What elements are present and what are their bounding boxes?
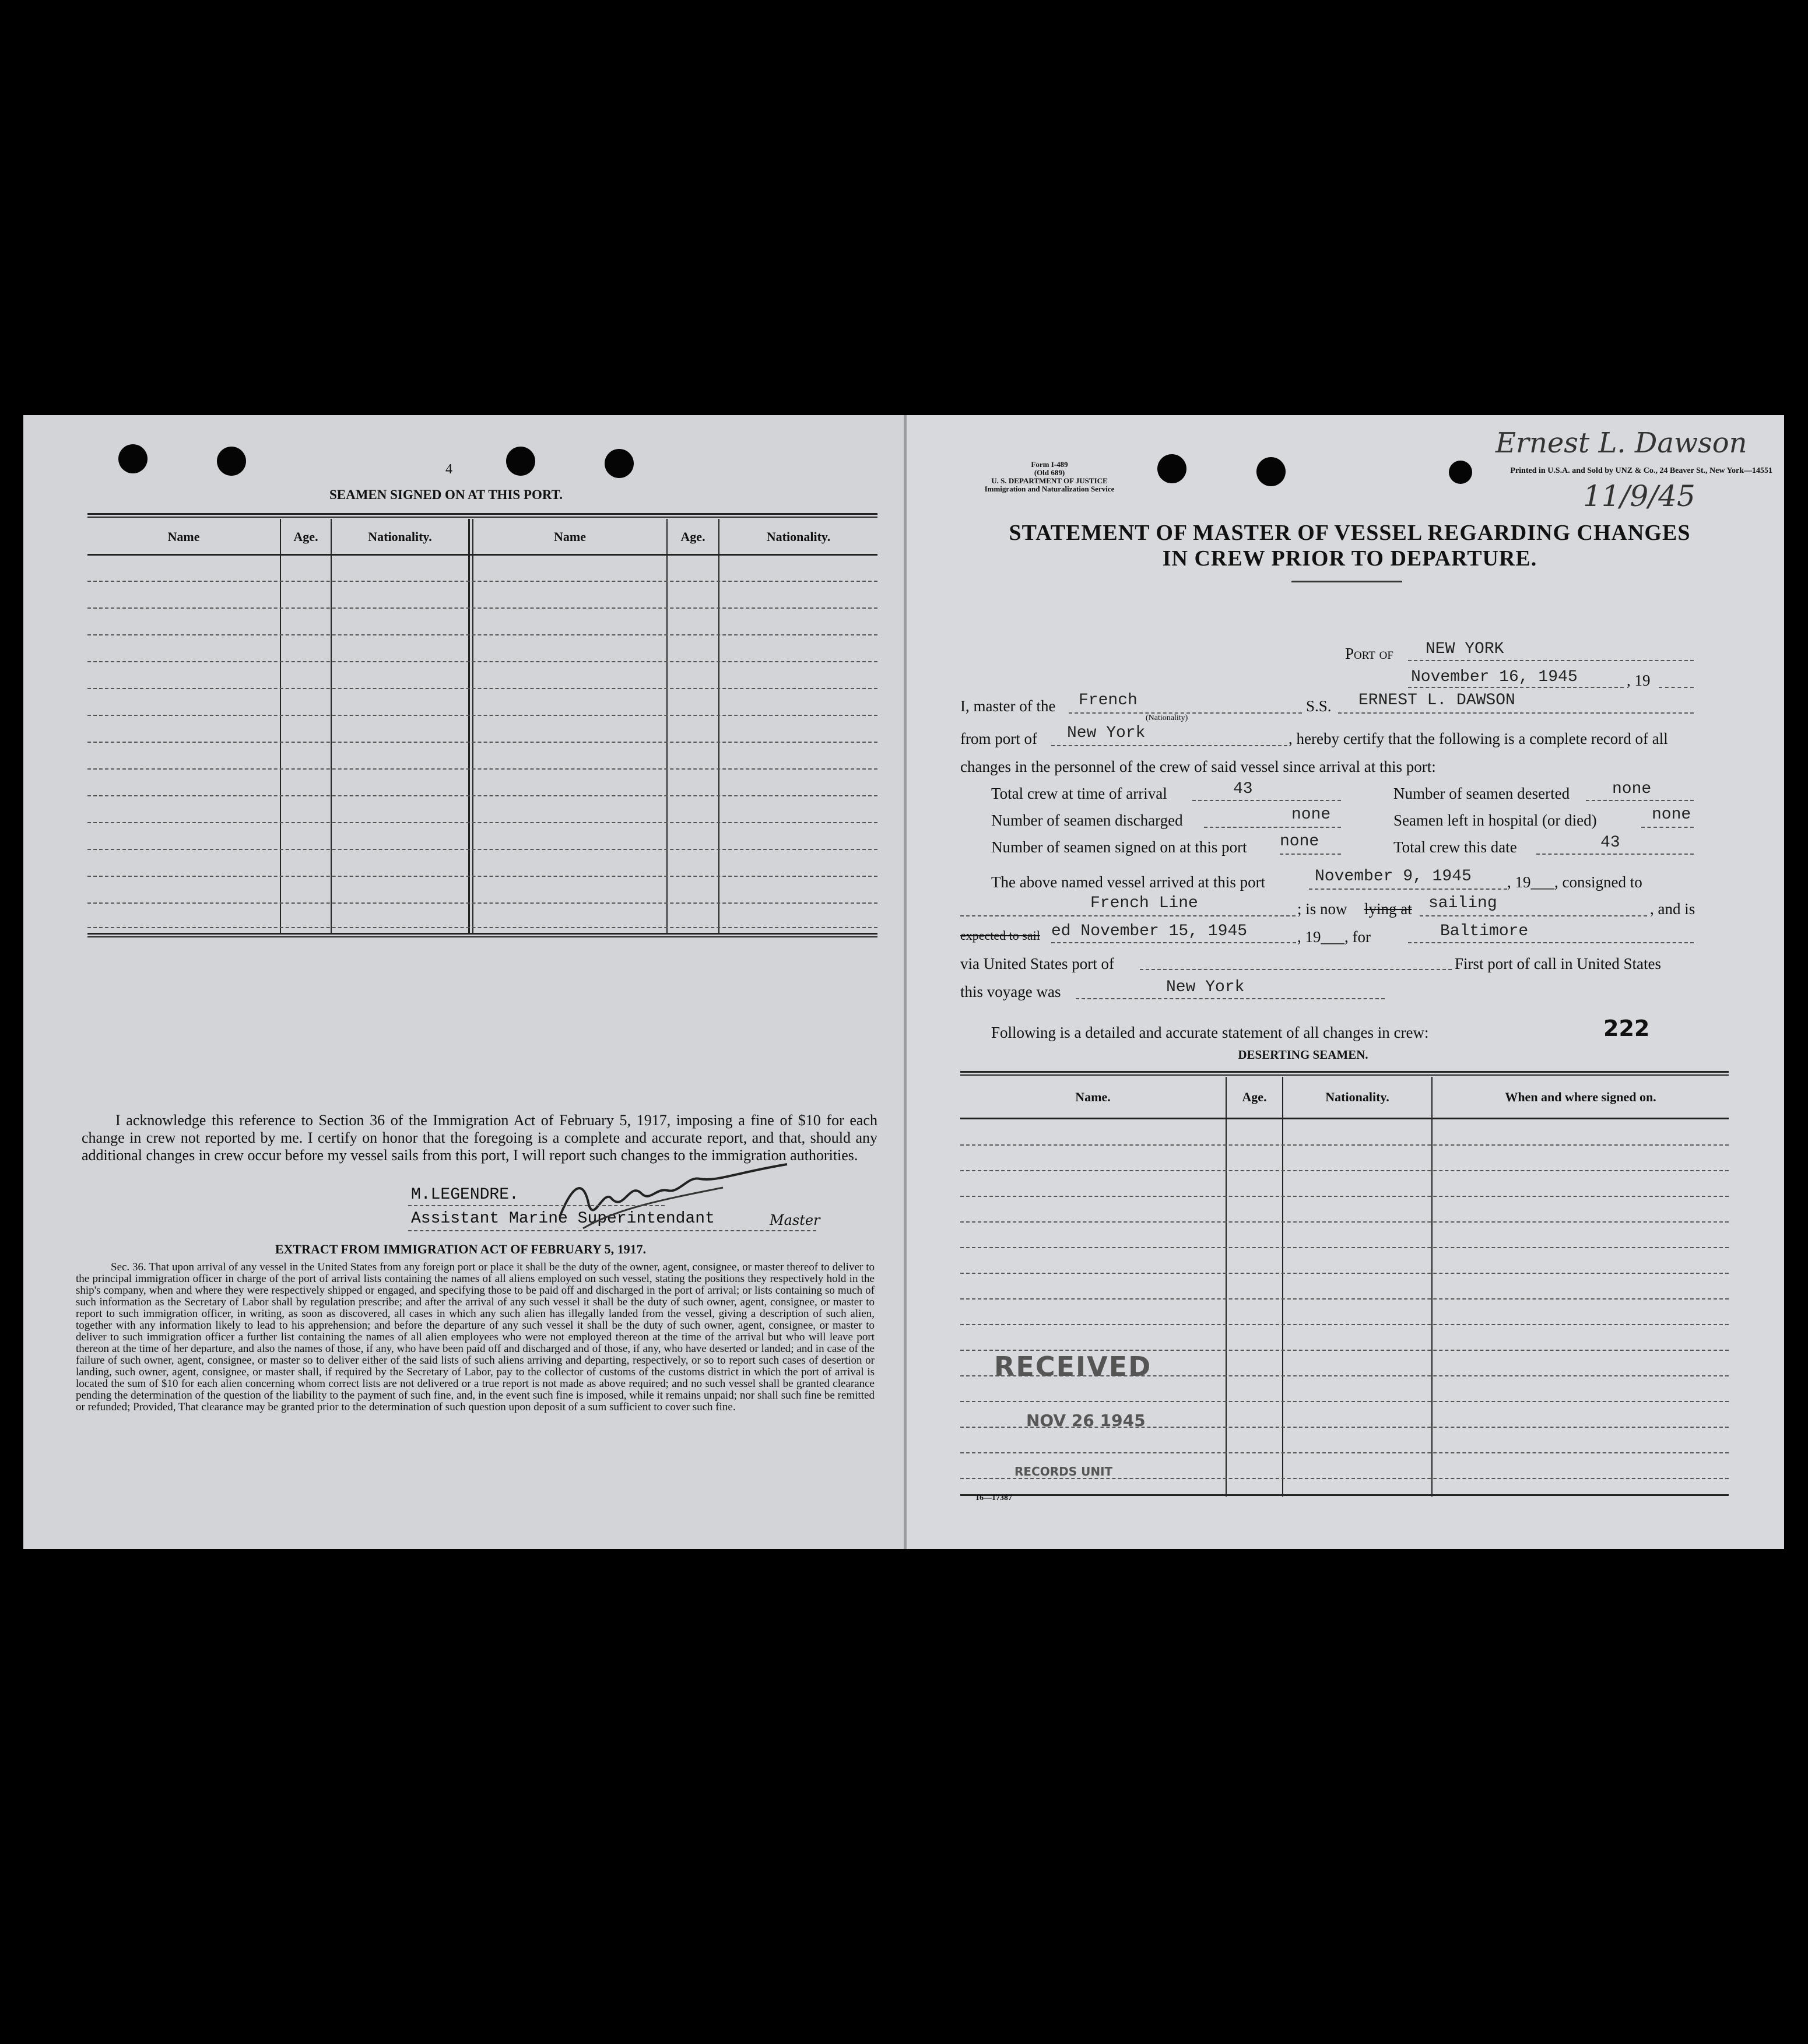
total-crew-arrival-label: Total crew at time of arrival (991, 785, 1167, 802)
destination-value: Baltimore (1440, 922, 1529, 940)
total-crew-date-value: 43 (1600, 834, 1620, 852)
punch-hole (1256, 457, 1286, 486)
nationality-caption: (Nationality) (1146, 714, 1188, 722)
master-of-label: I, master of the (960, 697, 1056, 715)
column-header: Age. (1242, 1090, 1267, 1104)
acknowledgement-text: I acknowledge this reference to Section 36 of the Immigration Act of February 5, 1917, imposing a fine of $10 for each change in crew not reported by me. I certify on honor that the foregoing is a complete and accurate report, and that, should any additional changes in crew occur before my vessel sails from this port, I will report such changes to the immigration authorities. (82, 1112, 877, 1164)
voyage-label: this voyage was (960, 983, 1061, 1000)
handwritten-date: 11/9/45 (1583, 479, 1695, 513)
handwritten-vessel-name: Ernest L. Dawson (1495, 427, 1747, 459)
records-unit-stamp: RECORDS UNIT (1014, 1464, 1113, 1478)
column-header: Nationality. (766, 529, 831, 544)
now-label: ; is now (1297, 900, 1347, 918)
deserting-seamen-table (960, 1071, 1729, 1497)
seamen-signed-on-table (87, 513, 877, 1096)
column-header: Name (167, 529, 200, 544)
port-value: NEW YORK (1426, 640, 1504, 658)
title-underline (1291, 581, 1402, 582)
form-number: Form I-489 (1031, 460, 1068, 469)
voyage-value: New York (1166, 978, 1245, 996)
expected-to-sail-struck: expected to sail (960, 928, 1040, 943)
right-page (907, 415, 1784, 1549)
from-port-label: from port of (960, 730, 1037, 747)
stamp-number: 222 (1603, 1016, 1650, 1041)
column-header: Age. (680, 529, 705, 544)
arrived-label: The above named vessel arrived at this port (991, 873, 1266, 891)
hospital-value: none (1652, 806, 1691, 824)
for-label: , 19___, for (1297, 928, 1371, 946)
lying-at-struck: lying at (1364, 900, 1412, 918)
column-header: Age. (293, 529, 318, 544)
form-title (936, 520, 1764, 571)
column-header: Name (554, 529, 586, 544)
ss-label: S.S. (1306, 697, 1332, 715)
discharged-value: none (1291, 806, 1331, 824)
signed-on-label: Number of seamen signed on at this port (991, 838, 1247, 856)
punch-hole (506, 447, 535, 476)
changes-text: changes in the personnel of the crew of said vessel since arrival at this port: (960, 758, 1436, 775)
received-stamp-date: NOV 26 1945 (1026, 1411, 1146, 1430)
column-header: Nationality. (368, 529, 432, 544)
vessel-name-value: ERNEST L. DAWSON (1358, 691, 1515, 710)
status-value: sailing (1428, 894, 1497, 912)
discharged-label: Number of seamen discharged (991, 812, 1183, 829)
following-text: Following is a detailed and accurate statement of all changes in crew: (991, 1024, 1429, 1041)
year-suffix: , 19 (1627, 672, 1651, 689)
table-title: SEAMEN SIGNED ON AT THIS PORT. (329, 487, 563, 502)
form-header (950, 461, 1149, 493)
punch-hole (217, 447, 246, 476)
signer-title: Assistant Marine Superintendant (411, 1210, 715, 1228)
printer-line: Printed in U.S.A. and Sold by UNZ & Co., 24 Beaver St., New York—14551 (1510, 466, 1772, 475)
and-is-label: , and is (1650, 900, 1695, 918)
from-port-value: New York (1067, 724, 1146, 742)
left-page (23, 415, 904, 1549)
master-label: Master (770, 1212, 820, 1228)
signer-name: M.LEGENDRE. (411, 1186, 519, 1204)
signed-on-value: none (1280, 833, 1319, 851)
consignee-value: French Line (1090, 894, 1198, 912)
date-value: November 16, 1945 (1411, 668, 1578, 686)
page-number: 4 (445, 462, 452, 477)
punch-hole (605, 449, 634, 478)
punch-hole (118, 444, 148, 473)
received-stamp: RECEIVED (994, 1351, 1152, 1382)
column-header: When and where signed on. (1505, 1090, 1656, 1104)
total-crew-arrival-value: 43 (1233, 780, 1253, 798)
deserted-value: none (1612, 780, 1652, 798)
department: U. S. DEPARTMENT OF JUSTICE (991, 476, 1108, 485)
first-port-label: First port of call in United States (1455, 955, 1661, 972)
title-line-2: IN CREW PRIOR TO DEPARTURE. (1162, 546, 1537, 571)
port-label: Port of (1345, 645, 1393, 662)
column-header: Nationality. (1325, 1090, 1389, 1104)
punch-hole (1157, 454, 1186, 483)
deserted-label: Number of seamen deserted (1393, 785, 1570, 802)
form-old-number: (Old 689) (1034, 468, 1065, 477)
total-crew-date-label: Total crew this date (1393, 838, 1517, 856)
consigned-label: , 19___, consigned to (1507, 873, 1642, 891)
sailed-value: ed November 15, 1945 (1051, 922, 1248, 940)
deserting-seamen-title: DESERTING SEAMEN. (1238, 1048, 1368, 1062)
via-label: via United States port of (960, 955, 1114, 972)
title-line-1: STATEMENT OF MASTER OF VESSEL REGARDING CHANGES (1009, 521, 1691, 545)
arrived-value: November 9, 1945 (1315, 868, 1472, 886)
nationality-value: French (1079, 691, 1138, 710)
service: Immigration and Naturalization Service (984, 484, 1115, 493)
extract-text: Sec. 36. That upon arrival of any vessel in the United States from any foreign port or place it shall be the duty of the owner, agent, consignee, or master thereof to deliver to the principal immigration officer in charge of the port of arrival lists containing the names of all aliens employed on such vessel, stating the positions they respectively hold in the ship's company, when and where they were respectively shipped or engaged, and specifying those to be paid off and discharged in the port of arrival; or lists containing so much of such information as the Secretary of Labor shall by regulation prescribe; and after the arrival of any such vessel it shall be the duty of such owner, agent, consignee, or master to report to such immigration officer, in writing, as soon as discovered, all cases in which any such alien has illegally landed from the vessel, giving a description of such alien, together with any information likely to lead to his apprehension; and before the departure of any such vessel it shall be the duty of such owner, agent, consignee, or master to deliver to such immigration officer a further list containing the names of all alien employees who were not employed thereon at the time of the arrival but who will leave port thereon at the time of her departure, and also the names of those, if any, who have been paid off and discharged and of those, if any, who have deserted or landed; and in case of the failure of such owner, agent, consignee, or master so to deliver either of the said lists of such aliens arriving and departing, respectively, or so to report such cases of desertion or landing, such owner, agent, consignee, or master shall, if required by the Secretary of Labor, pay to the collector of customs of the customs district in which the port of arrival is located the sum of $10 for each alien concerning whom correct lists are not delivered or a true report is not made as above required; and no such vessel shall be granted clearance pending the determination of the question of the liability to the payment of such fine, and, in the event such fine is imposed, while it remains unpaid; nor shall such fine be remitted or refunded; Provided, That clearance may be granted prior to the determination of such question upon deposit of a sum sufficient to cover such fine. (76, 1261, 875, 1413)
extract-title: EXTRACT FROM IMMIGRATION ACT OF FEBRUARY 5, 1917. (275, 1242, 647, 1256)
handwritten-signature (548, 1153, 793, 1234)
certify-text: , hereby certify that the following is a complete record of all (1289, 730, 1668, 747)
column-header: Name. (1075, 1090, 1111, 1104)
footer-code: 16—17387 (975, 1494, 1012, 1502)
hospital-label: Seamen left in hospital (or died) (1393, 812, 1597, 829)
